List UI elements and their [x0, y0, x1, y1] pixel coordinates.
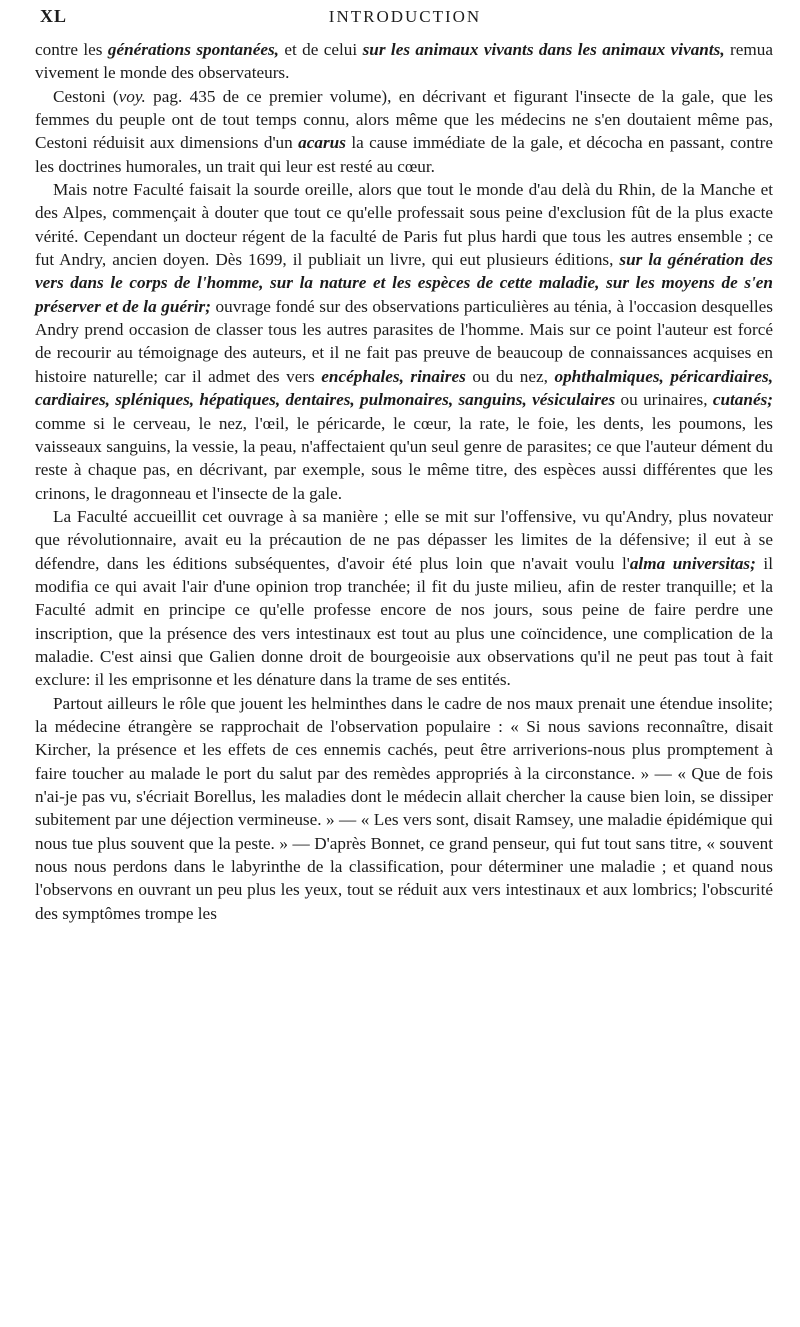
text-run: et de celui — [278, 40, 363, 59]
emphasis — [630, 554, 756, 573]
text-run: pag. 435 de ce premier volume), en décrivant et figurant l'insecte de la gale, que les femmes du peuple ont de tout temps connu, alors même que les médecins ne s'en doutaient même pas, Cestoni réduisit aux dimensions d'un — [35, 86, 773, 153]
emphasis-text: encéphales, rinaires — [321, 366, 466, 386]
text-run: Partout ailleurs le rôle que jouent les helminthes dans le cadre de nos maux prenait une étendue insolite; la médecine étrangère se rapprochait de l'observation populaire : « Si nous savions reconnaître, disait Kircher, la présence et les effets de ces ennemis cachés, peut être arriverions-nous plus promptement à faire toucher au malade le port du salut par des remèdes appropriés à la circonstance. » — « Que de fois n'ai-je pas vu, s'écriait Borellus, les maladies dont le médecin allait chercher la cause bien loin, se dissiper subitement par une déjection vermineuse. » — « Les vers sont, disait Ramsey, une maladie épidémique qui nous tue plus souvent que la peste. » — D'après Bonnet, ce grand penseur, qui fut tout sans titre, « souvent nous nous perdons dans le labyrinthe de la classification, pour déterminer une maladie ; et quand nous l'observons en ouvrant un peu plus les yeux, tout se réduit aux vers intestinaux et aux lombrics; l'obscurité des symptômes trompe les — [35, 693, 773, 923]
italic-text: voy. — [118, 86, 146, 106]
text-run: comme si le cerveau, le nez, l'œil, le péricarde, le cœur, la rate, le foie, les dents, les poumons, les vaisseaux sanguins, la vessie, la peau, n'affectaient qu'un seul genre de parasites; ce que l'auteur dément du reste à chaque pas, en décrivant, par exemple, sous le même titre, des espèces aussi différentes que les crinons, le dragonneau et l'insecte de la gale. — [35, 413, 773, 503]
page-number: XL — [40, 6, 68, 26]
text-run: la cause immédiate de la gale, et décocha en passant, contre les doctrines humorales, un trait qui leur est resté au cœur. — [35, 133, 773, 176]
emphasis — [108, 40, 279, 59]
body-text — [35, 38, 773, 925]
text-run: ou urinaires, — [615, 390, 713, 410]
paragraph — [35, 692, 773, 925]
emphasis-text: sur les animaux vivants dans les animaux vivants, — [362, 40, 725, 59]
paragraph — [35, 38, 773, 85]
emphasis-text: acarus — [298, 133, 346, 153]
running-title: INTRODUCTION — [328, 7, 482, 26]
emphasis — [321, 367, 466, 386]
emphasis-text: sur la génération des vers dans le corps de l'homme, sur la nature et les espèces de cette maladie, sur les moyens de s'en préserver et de la guérir; — [35, 250, 773, 316]
page-header — [40, 6, 770, 30]
emphasis — [713, 390, 773, 409]
paragraph — [35, 85, 773, 178]
paragraph — [35, 178, 773, 505]
text-run: ou du nez, — [465, 366, 555, 386]
text-run: Cestoni ( — [53, 86, 119, 106]
emphasis-text: alma universitas; — [629, 553, 756, 573]
paragraph — [35, 505, 773, 692]
text-run: il modifia ce qui avait l'air d'une opinion trop tranchée; il fit du juste milieu, afin de rester tranquille; et la Faculté admit en principe ce qu'elle professe encore de nos jours, sous peine de faire perdre une inscription, que la présence des vers intestinaux est tout au plus une coïncidence, une complication de la maladie. C'est ainsi que Galien donne droit de bourgeoisie aux observations qu'il ne peut pas tout à fait exclure: il les emprisonne et les dénature dans la trame de ses entités. — [35, 553, 773, 690]
emphasis-text: cutanés; — [712, 390, 773, 410]
text-run: remua vivement le monde des observateurs. — [35, 40, 773, 83]
emphasis-text: générations spontanées, — [107, 40, 279, 59]
text-run: contre les — [35, 40, 108, 59]
emphasis-text: ophthalmiques, péricardiaires, cardiaires, spléniques, hépatiques, dentaires, pulmonaires, sanguins, vésiculaires — [35, 366, 774, 410]
emphasis — [363, 40, 725, 59]
emphasis — [298, 133, 346, 152]
text-run: La Faculté accueillit cet ouvrage à sa manière ; elle se mit sur l'offensive, vu qu'Andry, plus novateur que révolutionnaire, avait eu la précaution de ne pas dépasser les limites de la défensive; il eut à se défendre, dans les éditions subséquentes, d'avoir été plus loin que n'avait voulu l' — [35, 506, 773, 573]
text-run: ouvrage fondé sur des observations particulières au ténia, à l'occasion desquelles Andry prend occasion de classer tous les autres parasites de l'homme. Mais sur ce point l'auteur est forcé de recourir au témoignage des auteurs, et il ne fait pas preuve de beaucoup de connaissances acquises en histoire naturelle; car il admet des vers — [35, 296, 773, 386]
text-run: Mais notre Faculté faisait la sourde oreille, alors que tout le monde d'au delà du Rhin, de la Manche et des Alpes, commençait à douter que tout ce qu'elle professait sous peine d'exclusion fût de la plus exacte vérité. Cependant un docteur régent de la faculté de Paris fut plus hardi que tous les autres ensemble ; ce fut Andry, ancien doyen. Dès 1699, il publiait un livre, qui eut plusieurs éditions, — [35, 180, 773, 270]
